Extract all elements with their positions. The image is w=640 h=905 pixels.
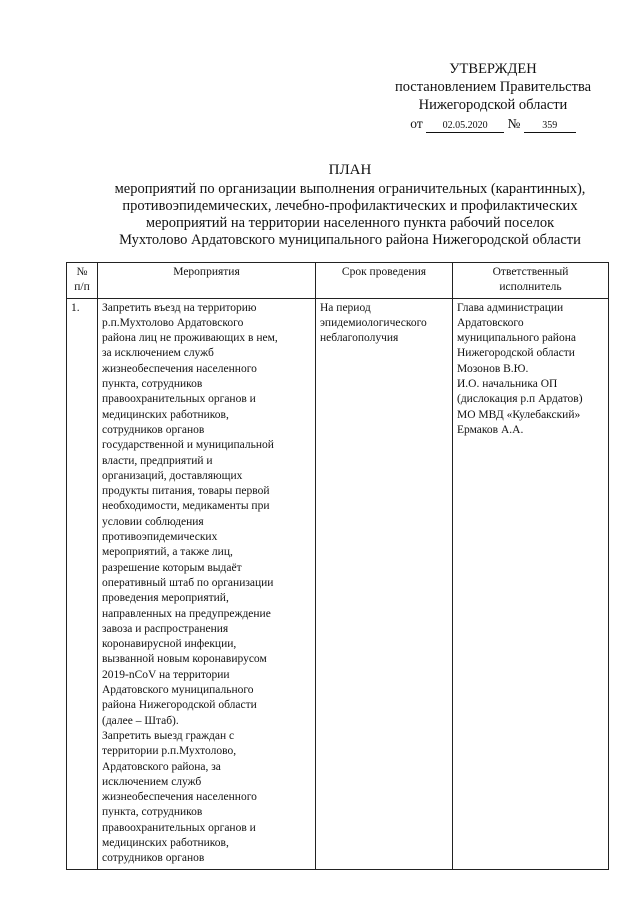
- row-period: На период эпидемиологического неблагополучия: [316, 298, 453, 869]
- approval-number-sign: №: [507, 116, 521, 131]
- header-responsible: Ответственный исполнитель: [453, 263, 609, 299]
- plan-title: ПЛАН: [328, 162, 372, 178]
- header-period: Срок проведения: [316, 263, 453, 299]
- plan-subtitle-line: мероприятий на территории населенного пункта рабочий поселок: [145, 215, 555, 231]
- plan-subtitle-line: Мухтолово Ардатовского муниципального района Нижегородской области: [119, 232, 581, 248]
- approval-region: Нижегородской области: [418, 97, 568, 113]
- plan-heading: [60, 162, 640, 249]
- approval-number: 359: [524, 120, 576, 133]
- measures-table: [66, 262, 609, 870]
- header-num: № п/п: [67, 263, 98, 299]
- row-num: 1.: [67, 298, 98, 869]
- approval-authority: постановлением Правительства: [394, 79, 592, 95]
- plan-subtitle-line: противоэпидемических, лечебно-профилактических и профилактических: [122, 198, 578, 214]
- approval-stamp: [378, 60, 608, 133]
- approval-date: 02.05.2020: [426, 120, 504, 133]
- row-responsible: Глава администрации Ардатовского муниципального района Нижегородской области Мозонов В.Ю. И.О. начальника ОП (дислокация р.п Ардатов) МО МВД «Кулебакский» Ермаков А.А.: [453, 298, 609, 869]
- approval-date-line: [378, 115, 608, 133]
- table-header-row: [67, 263, 609, 299]
- table-row: [67, 298, 609, 869]
- row-measures: Запретить въезд на территорию р.п.Мухтолово Ардатовского района лиц не проживающих в нем, за исключением служб жизнеобеспечения населенного пункта, сотрудников правоохранительных органов и медицинских работников, сотрудников органов государственной и муниципальной власти, предприятий и организаций, доставляющих продукты питания, товары первой необходимости, медикаменты при условии соблюдения противоэпидемических мероприятий, а также лиц, разрешение которым выдаёт оперативный штаб по организации проведения мероприятий, направленных на предупреждение завоза и распространения коронавирусной инфекции, вызванной новым коронавирусом 2019-nCoV на территории Ардатовского муниципального района Нижегородской области (далее – Штаб). Запретить выезд граждан с территории р.п.Мухтолово, Ардатовского района, за исключением служб жизнеобеспечения населенного пункта, сотрудников правоохранительных органов и медицинских работников, сотрудников органов: [98, 298, 316, 869]
- approval-title: УТВЕРЖДЕН: [449, 61, 537, 77]
- plan-subtitle-line: мероприятий по организации выполнения ограничительных (карантинных),: [114, 181, 586, 197]
- header-measures: Мероприятия: [98, 263, 316, 299]
- approval-date-prefix: от: [410, 116, 423, 131]
